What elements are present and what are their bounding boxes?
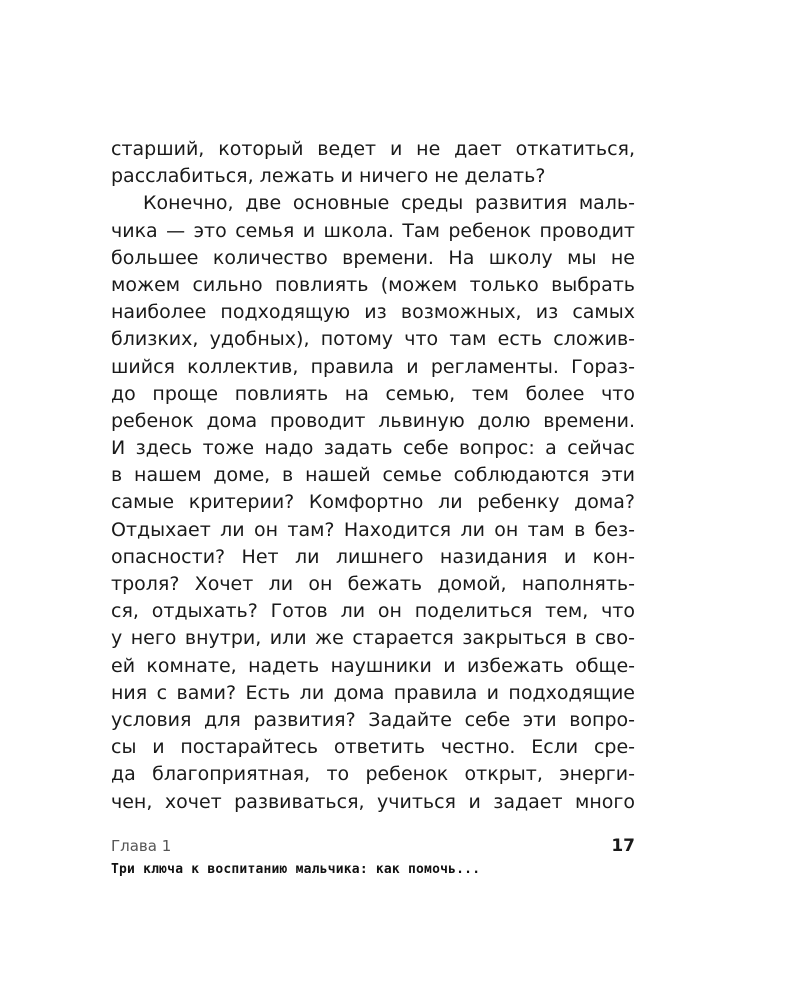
page-footer — [111, 836, 635, 881]
text-line: ей комнате, надеть наушники и избежать обще- — [111, 654, 635, 677]
text-line: чен, хочет развиваться, учиться и задает много — [111, 790, 635, 813]
text-line: опасности? Нет ли лишнего назидания и кон- — [111, 545, 635, 568]
text-line: до проще повлиять на семью, тем более что — [111, 382, 635, 405]
text-line: условия для развития? Задайте себе эти вопро- — [111, 708, 635, 731]
text-line: старший, который ведет и не дает откатиться, — [111, 138, 635, 160]
body-text — [111, 136, 635, 816]
text-line: самые критерии? Комфортно ли ребенку дома? — [111, 491, 635, 514]
text-line: ся, отдыхать? Готов ли он поделиться тем, что — [111, 600, 635, 623]
text-line: в нашем доме, в нашей семье соблюдаются эти — [111, 464, 635, 487]
text-line: Отдыхает ли он там? Находится ли он там в без- — [111, 518, 635, 541]
text-line: И здесь тоже надо задать себе вопрос: а сейчас — [111, 437, 635, 460]
text-line: сы и постарайтесь ответить честно. Если сре- — [111, 736, 635, 759]
chapter-label: Глава 1 — [111, 837, 172, 855]
text-line: ребенок дома проводит львиную долю времени. — [111, 409, 635, 432]
text-line: расслабиться, лежать и ничего не делать? — [111, 165, 546, 188]
text-line: большее количество времени. На школу мы не — [111, 246, 635, 269]
text-line-paragraph-start: Конечно, две основные среды развития маль- — [143, 192, 635, 215]
text-line: да благоприятная, то ребенок открыт, энерги- — [111, 763, 635, 786]
text-line: можем сильно повлиять (можем только выбрать — [111, 273, 635, 296]
text-line: у него внутри, или же старается закрыться в сво- — [111, 627, 635, 650]
text-line: троля? Хочет ли он бежать домой, наполнять- — [111, 573, 635, 595]
text-line: ния с вами? Есть ли дома правила и подходящие — [111, 681, 635, 704]
page-number: 17 — [611, 836, 635, 856]
text-line: близких, удобных), потому что там есть сложив- — [111, 328, 635, 351]
text-line: чика — это семья и школа. Там ребенок проводит — [111, 219, 635, 242]
running-title: Три ключа к воспитанию мальчика: как помочь... — [111, 862, 481, 877]
text-line: наиболее подходящую из возможных, из самых — [111, 301, 635, 324]
text-line: шийся коллектив, правила и регламенты. Гораз- — [111, 355, 635, 378]
